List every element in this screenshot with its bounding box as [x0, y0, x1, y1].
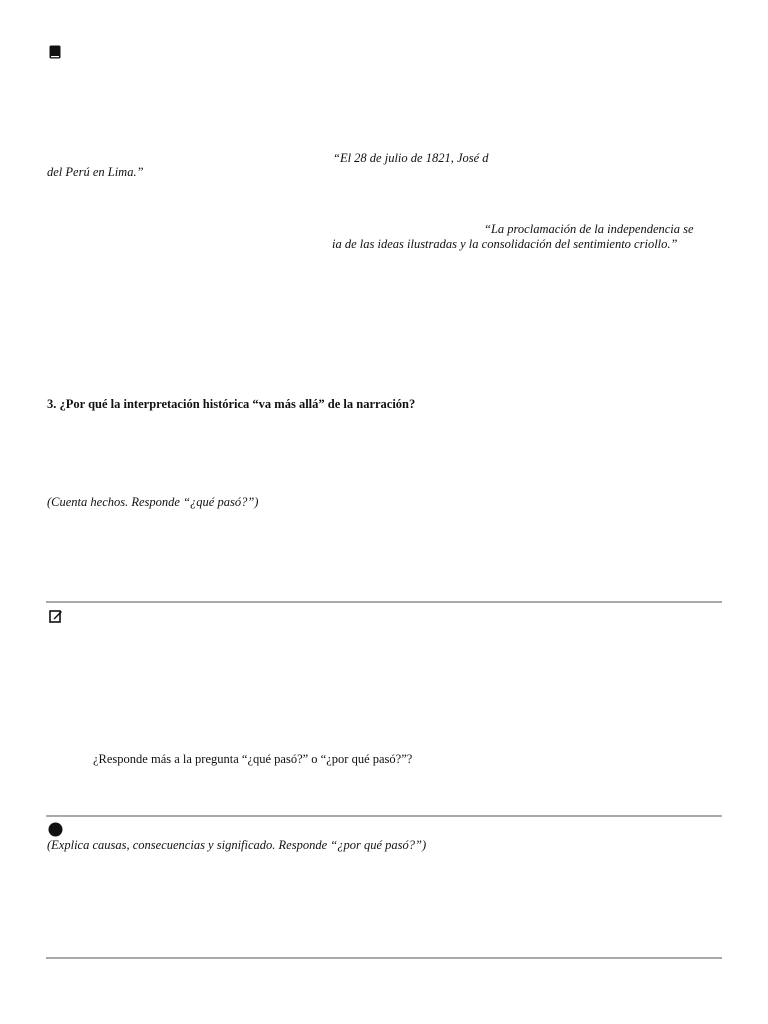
narration-hint: (Cuenta hechos. Responde “¿qué pasó?”)	[47, 495, 259, 509]
divider-2	[46, 815, 722, 817]
question-3: 3. ¿Por qué la interpretación histórica “va más allá” de la narración?	[47, 397, 416, 411]
quote-2-line-1: “La proclamación de la independencia se	[484, 222, 694, 236]
interpretation-hint: (Explica causas, consecuencias y significado. Responde “¿por qué pasó?”)	[47, 838, 427, 852]
quote-1-line-2: del Perú en Lima.”	[47, 165, 144, 179]
edit-icon	[49, 609, 63, 628]
divider-1	[46, 601, 722, 603]
divider-3	[46, 957, 722, 959]
quote-2-line-2: ia de las ideas ilustradas y la consolidación del sentimiento criollo.”	[332, 237, 678, 251]
quote-1-line-1: “El 28 de julio de 1821, José d	[333, 151, 489, 165]
book-icon	[49, 45, 61, 64]
prompt: ¿Responde más a la pregunta “¿qué pasó?” o “¿por qué pasó?”?	[93, 752, 413, 766]
